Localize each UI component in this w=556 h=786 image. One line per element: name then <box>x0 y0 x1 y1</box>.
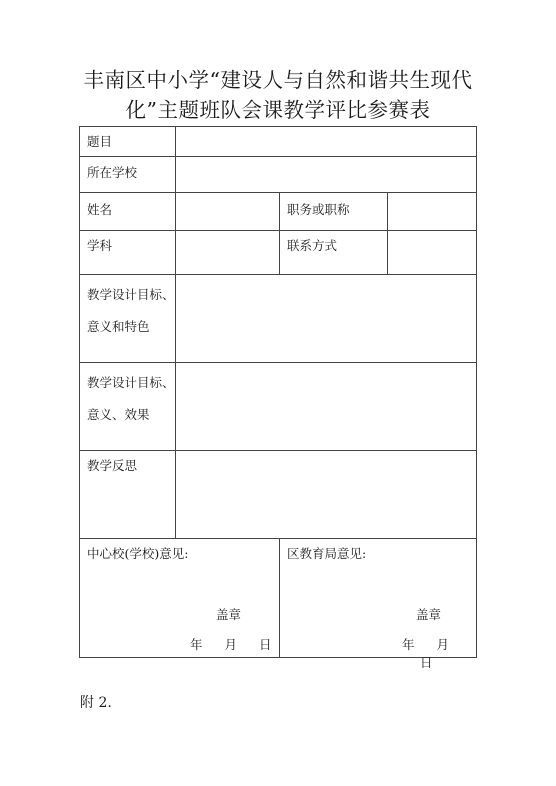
subject-label-cell <box>80 231 176 275</box>
form-title-line-1: 丰南区中小学“建设人与自然和谐共生现代 <box>83 68 473 92</box>
bureau-seal-label: 盖章 <box>416 607 442 622</box>
subject-label: 学科 <box>87 238 113 253</box>
topic-field[interactable] <box>176 127 477 157</box>
position-label: 职务或职称 <box>287 202 350 217</box>
goals-features-label-cell <box>80 275 176 363</box>
bureau-opinion-label: 区教育局意见: <box>287 546 367 561</box>
bureau-opinion-cell[interactable] <box>280 539 477 670</box>
reflection-field[interactable] <box>176 451 477 539</box>
month-label: 月 <box>436 637 450 652</box>
goals-features-label-line-2: 意义和特色 <box>87 319 150 334</box>
entry-form-table <box>79 126 477 670</box>
goals-effects-label-cell <box>80 363 176 451</box>
school-opinion-label: 中心校(学校)意见: <box>87 546 189 561</box>
form-title-line-2: 化”主题班队会课教学评比参赛表 <box>125 98 431 122</box>
goals-effects-label-line-1: 教学设计目标、 <box>87 375 175 390</box>
reflection-label: 教学反思 <box>87 458 138 473</box>
contact-label-cell <box>280 231 388 275</box>
school-label-cell <box>80 157 176 193</box>
contact-field[interactable] <box>388 231 477 275</box>
bureau-opinion-date <box>402 635 476 671</box>
month-label: 月 <box>224 637 238 652</box>
school-opinion-date <box>190 635 272 653</box>
goals-effects-field[interactable] <box>176 363 477 451</box>
position-field[interactable] <box>388 193 477 231</box>
goals-features-label-line-1: 教学设计目标、 <box>87 287 175 302</box>
goals-features-field[interactable] <box>176 275 477 363</box>
year-label: 年 <box>190 637 203 652</box>
day-label: 日 <box>420 655 433 670</box>
school-seal-label: 盖章 <box>216 607 242 622</box>
position-label-cell <box>280 193 388 231</box>
topic-label-cell <box>80 127 176 157</box>
subject-field[interactable] <box>176 231 280 275</box>
attachment-label: 附 2. <box>80 695 112 711</box>
reflection-label-cell <box>80 451 176 539</box>
school-opinion-cell[interactable] <box>80 539 280 658</box>
goals-effects-label-line-2: 意义、效果 <box>87 407 150 422</box>
school-label: 所在学校 <box>87 165 138 180</box>
year-label: 年 <box>402 637 415 652</box>
topic-label: 题目 <box>87 134 113 149</box>
name-label: 姓名 <box>87 202 113 217</box>
school-field[interactable] <box>176 157 477 193</box>
contact-label: 联系方式 <box>287 238 338 253</box>
day-label: 日 <box>259 637 272 652</box>
name-field[interactable] <box>176 193 280 231</box>
name-label-cell <box>80 193 176 231</box>
